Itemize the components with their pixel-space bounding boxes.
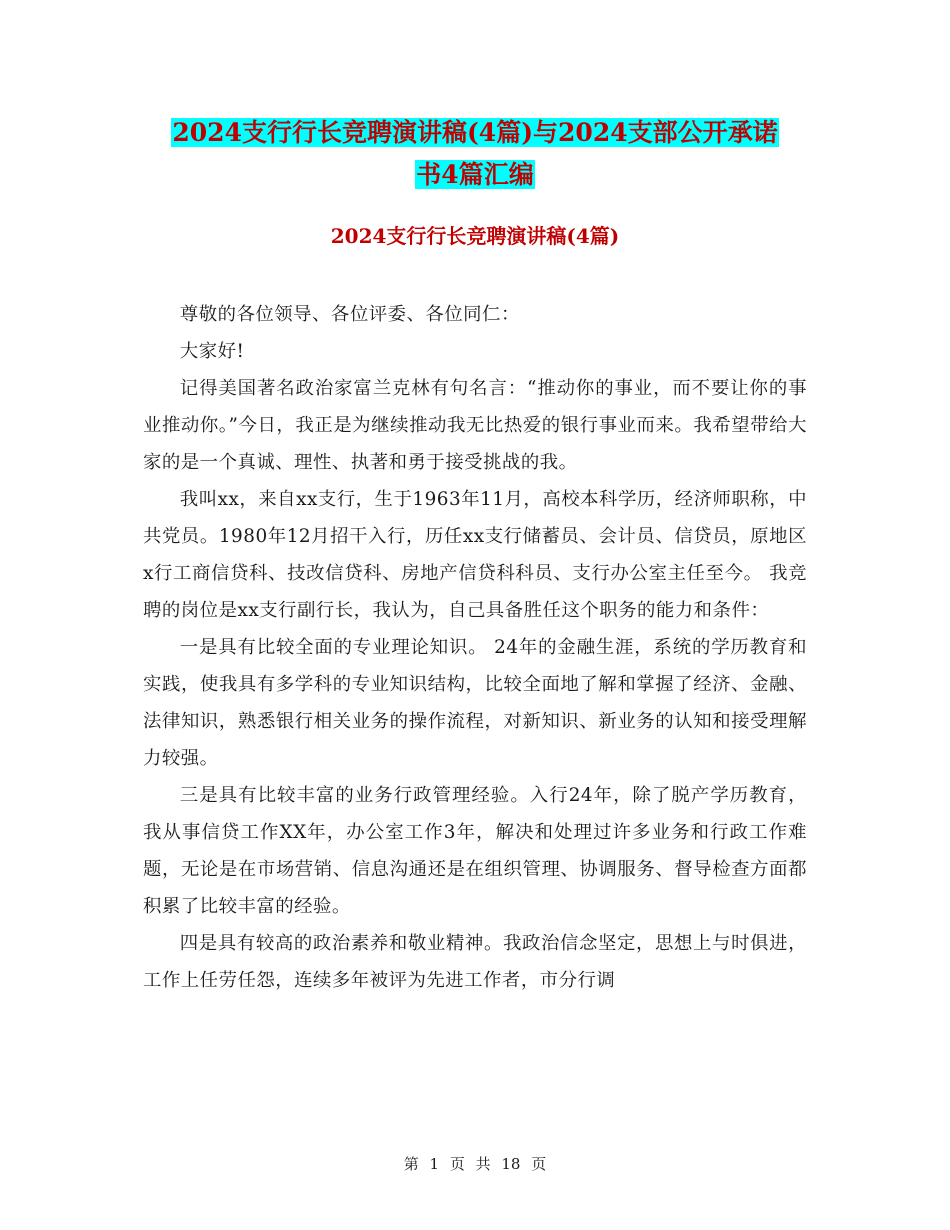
- paragraph: 四是具有较高的政治素养和敬业精神。我政治信念坚定，思想上与时俱进，工作上任劳任怨，连续多年被评为先进工作者，市分行调: [143, 933, 807, 991]
- document-title-line2: 书4篇汇编: [416, 160, 534, 189]
- page-number-footer: 第 1 页 共 18 页: [403, 1155, 547, 1173]
- paragraph-greeting: 大家好!: [179, 341, 245, 362]
- paragraph: 一是具有比较全面的专业理论知识。 24年的金融生涯，系统的学历教育和实践，使我具有多学科的专业知识结构，比较全面地了解和掌握了经济、金融、法律知识，熟悉银行相关业务的操作流程，对新知识、新业务的认知和接受理解力较强。: [143, 637, 807, 769]
- paragraph: 我叫xx，来自xx支行，生于1963年11月，高校本科学历，经济师职称，中共党员。1980年12月招干入行，历任xx支行储蓄员、会计员、信贷员，原地区x行工商信贷科、技改信贷科、房地产信贷科科员、支行办公室主任至今。 我竞聘的岗位是xx支行副行长，我认为，自己具备胜任这个职务的能力和条件：: [143, 489, 807, 621]
- document-title-line1: 2024支行行长竞聘演讲稿(4篇)与2024支部公开承诺: [172, 118, 778, 147]
- document-body: [143, 296, 807, 999]
- document-title: [120, 112, 830, 196]
- section-title: 2024支行行长竞聘演讲稿(4篇): [330, 224, 620, 248]
- paragraph: 三是具有比较丰富的业务行政管理经验。入行24年，除了脱产学历教育，我从事信贷工作XX年，办公室工作3年，解决和处理过许多业务和行政工作难题，无论是在市场营销、信息沟通还是在组织管理、协调服务、督导检查方面都积累了比较丰富的经验。: [143, 785, 807, 917]
- paragraph-salutation: 尊敬的各位领导、各位评委、各位同仁：: [179, 304, 520, 325]
- paragraph: 记得美国著名政治家富兰克林有句名言：“推动你的事业，而不要让你的事业推动你。”今日，我正是为继续推动我无比热爱的银行事业而来。我希望带给大家的是一个真诚、理性、执著和勇于接受挑战的我。: [143, 378, 807, 473]
